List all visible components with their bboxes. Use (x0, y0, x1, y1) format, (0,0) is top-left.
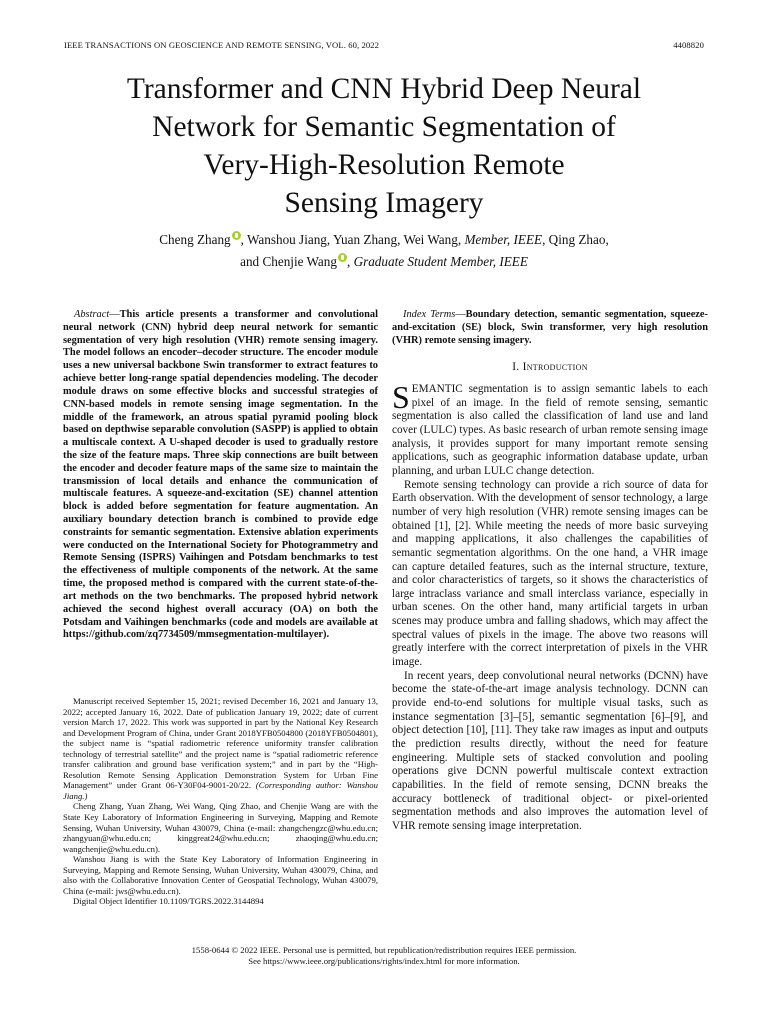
member-affiliation: Graduate Student Member, IEEE (353, 254, 528, 269)
footnote-paragraph: Wanshou Jiang is with the State Key Laboratory of Information Engineering in Surveying, Mapping and Remote Sensing, Wuhan University, Wuhan 430079, China, and also with the Collaborative Innovation Center of Geospatial Technology, Wuhan 430079, China (e-mail: jws@whu.edu.cn). (63, 854, 378, 896)
intro-paragraph: In recent years, deep convolutional neural networks (DCNN) have become the state-of-the-art image analysis technology. DCNN can provide end-to-end solutions for multiple visual tasks, such as instance segmentation [3]–[5], semantic segmentation [6]–[9], and object detection [10], [11]. They take raw images as input and outputs the prediction results directly, without the need for feature engineering. Multiple sets of stacked convolution and pooling operations give DCNN powerful multiscale context extraction capabilities. In the field of remote sensing, DCNN breaks the accuracy bottleneck of traditional object- or pixel-oriented segmentation methods and also improves the automation level of VHR remote sensing image interpretation. (392, 669, 708, 832)
left-column (63, 309, 378, 642)
index-terms-label: Index Terms (403, 309, 456, 320)
author-name: , Qing Zhao, (542, 232, 609, 247)
index-terms: Index Terms—Boundary detection, semantic segmentation, squeeze-and-excitation (SE) block, Swin transformer, very high resolution (VHR) remote sensing imagery. (392, 309, 708, 346)
intro-paragraph: SEMANTIC segmentation is to assign semantic labels to each pixel of an image. In the field of remote sensing, semantic segmentation is also called the classification of land use and land cover (LULC) types. As basic research of urban remote sensing image analysis, it provides support for many important remote sensing applications, such as geographic information database update, urban planning, and urban LULC change detection. (392, 378, 708, 477)
author-names: , Wanshou Jiang, Yuan Zhang, Wei Wang, (240, 232, 465, 247)
intro-paragraph: Remote sensing technology can provide a rich source of data for Earth observation. With the development of sensor technology, a large number of very high resolution (VHR) remote sensing images can be obtained [1], [2]. While meeting the needs of more basic surveying and mapping applications, it also challenges the capabilities of semantic segmentation algorithms. On the one hand, a VHR image can capture detailed features, such as the internal structure, texture, and color characteristics of targets, so it shows the characteristics of large intraclass variance and small interclass variance, especially in urban scenes. On the other hand, many artificial targets in urban scenes may produce umbra and falling shadows, which may affect the spectral values of pixels in the image. The above two reasons will greatly interfere with the correct interpretation of pixels in the VHR image. (392, 478, 708, 669)
member-affiliation: Member, IEEE (464, 232, 543, 247)
index-terms-text: Boundary detection, semantic segmentation, squeeze-and-excitation (SE) block, Swin transformer, very high resolution (VHR) remote sensing imagery. (392, 309, 708, 346)
orcid-icon[interactable] (232, 231, 241, 240)
title-line-4: Sensing Imagery (284, 187, 484, 219)
section-heading: I. Introduction (512, 361, 588, 374)
corresponding-author: (Corresponding author: Wanshou Jiang.) (63, 780, 378, 801)
title-line-3: Very-High-Resolution Remote (203, 149, 565, 181)
abstract-text: This article presents a transformer and convolutional neural network (CNN) hybrid deep neural network for semantic segmentation of very high resolution (VHR) remote sensing imagery. The model follows an encoder–decoder structure. The encoder module uses a new universal backbone Swin transformer to extract features to achieve better long-range spatial dependencies modeling. The decoder module draws on some effective blocks and successful strategies of CNN-based models in remote sensing image segmentation. In the middle of the framework, an atrous spatial pyramid pooling block based on depthwise separable convolution (SASPP) is applied to obtain a multiscale context. A U-shaped decoder is used to gradually restore the size of the feature maps. Three skip connections are built between the encoder and decoder feature maps of the same size to maintain the transmission of local details and enhance the communication of multiscale features. A squeeze-and-excitation (SE) channel attention block is added before segmentation for feature augmentation. An auxiliary boundary detection branch is combined to provide edge constraints for semantic segmentation. Extensive ablation experiments were conducted on the International Society for Photogrammetry and Remote Sensing (ISPRS) Vaihingen and Potsdam benchmarks to test the effectiveness of multiple components of the network. At the same time, the proposed method is compared with the current state-of-the-art methods on the two benchmarks. The proposed hybrid network achieved the second highest overall accuracy (OA) on both the Potsdam and Vaihingen benchmarks (code and models are available at https://github.com/zq7734509/mmsegmentation-multilayer). (63, 309, 378, 641)
author-name: Cheng Zhang (159, 232, 231, 247)
article-number: 4408820 (673, 40, 704, 50)
abstract: Abstract—This article presents a transformer and convolutional neural network (CNN) hybrid deep neural network for semantic segmentation of very high resolution (VHR) remote sensing imagery. The model follows an encoder–decoder structure. The encoder module uses a new universal backbone Swin transformer to extract features to achieve better long-range spatial dependencies modeling. The decoder module draws on some effective blocks and successful strategies of CNN-based models in remote sensing image segmentation. In the middle of the framework, an atrous spatial pyramid pooling block based on depthwise separable convolution (SASPP) is applied to obtain a multiscale context. A U-shaped decoder is used to gradually restore the size of the feature maps. Three skip connections are built between the encoder and decoder feature maps of the same size to maintain the transmission of local details and enhance the communication of multiscale features. A squeeze-and-excitation (SE) channel attention block is added before segmentation for feature augmentation. An auxiliary boundary detection branch is combined to provide edge constraints for semantic segmentation. Extensive ablation experiments were conducted on the International Society for Photogrammetry and Remote Sensing (ISPRS) Vaihingen and Potsdam benchmarks to test the effectiveness of multiple components of the network. At the same time, the proposed method is compared with the current state-of-the-art methods on the two benchmarks. The proposed hybrid network achieved the second highest overall accuracy (OA) on both the Potsdam and Vaihingen benchmarks (code and models are available at https://github.com/zq7734509/mmsegmentation-multilayer). (63, 309, 378, 641)
drop-cap: S (392, 378, 410, 415)
author-list: Cheng Zhang , Wanshou Jiang, Yuan Zhang, Wei Wang, Member, IEEE, Qing Zhao, and Chenjie Wang , Graduate Student Member, IEEE (159, 232, 609, 269)
section-title: Introduction (522, 361, 588, 374)
title-line-2: Network for Semantic Segmentation of (152, 111, 616, 143)
author-name: and Chenjie Wang (240, 254, 337, 269)
paper-title (60, 70, 708, 222)
title-line-1: Transformer and CNN Hybrid Deep Neural (126, 73, 642, 105)
right-column (392, 309, 708, 834)
footnote (63, 696, 378, 907)
rights-link[interactable]: See https://www.ieee.org/publications/rights/index.html for more information. (248, 956, 520, 966)
copyright-footer (60, 945, 708, 967)
abstract-label: Abstract (74, 309, 110, 320)
footnote-paragraph: Manuscript received September 15, 2021; revised December 16, 2021 and January 13, 2022; accepted January 16, 2022. Date of publication January 19, 2022; date of current version March 17, 2022. This work was supported in part by the National Key Research and Development Program of China, under Grant 2018YFB0504800 (2018YFB0504801), the subject name is “spatial radiometric reference uniformity transfer calibration technology of terrestrial satellite” and the project name is “spatial radiometric reference transfer calibration and ground base verification system;” and in part by the “High-Resolution Remote Sensing Application Demonstration System for Urban Fine Management” under Grant 06-Y30F04-9001-20/22. (Corresponding author: Wanshou Jiang.) (63, 696, 378, 801)
copyright-line: 1558-0644 © 2022 IEEE. Personal use is permitted, but republication/redistribution requires IEEE permission. (191, 945, 577, 955)
running-header (64, 40, 704, 52)
journal-name: IEEE TRANSACTIONS ON GEOSCIENCE AND REMOTE SENSING, VOL. 60, 2022 (64, 40, 380, 50)
orcid-icon[interactable] (338, 253, 347, 262)
doi[interactable]: Digital Object Identifier 10.1109/TGRS.2022.3144894 (73, 896, 264, 907)
footnote-paragraph: Cheng Zhang, Yuan Zhang, Wei Wang, Qing Zhao, and Chenjie Wang are with the State Key Laboratory of Information Engineering in Surveying, Mapping and Remote Sensing, Wuhan University, Wuhan 430079, China (e-mail: zhangchengzc@whu.edu.cn; zhangyuan@whu.edu.cn; kinggreat24@whu.edu.cn; zhaoqing@whu.edu.cn; wangchenjie@whu.edu.cn). (63, 801, 378, 854)
